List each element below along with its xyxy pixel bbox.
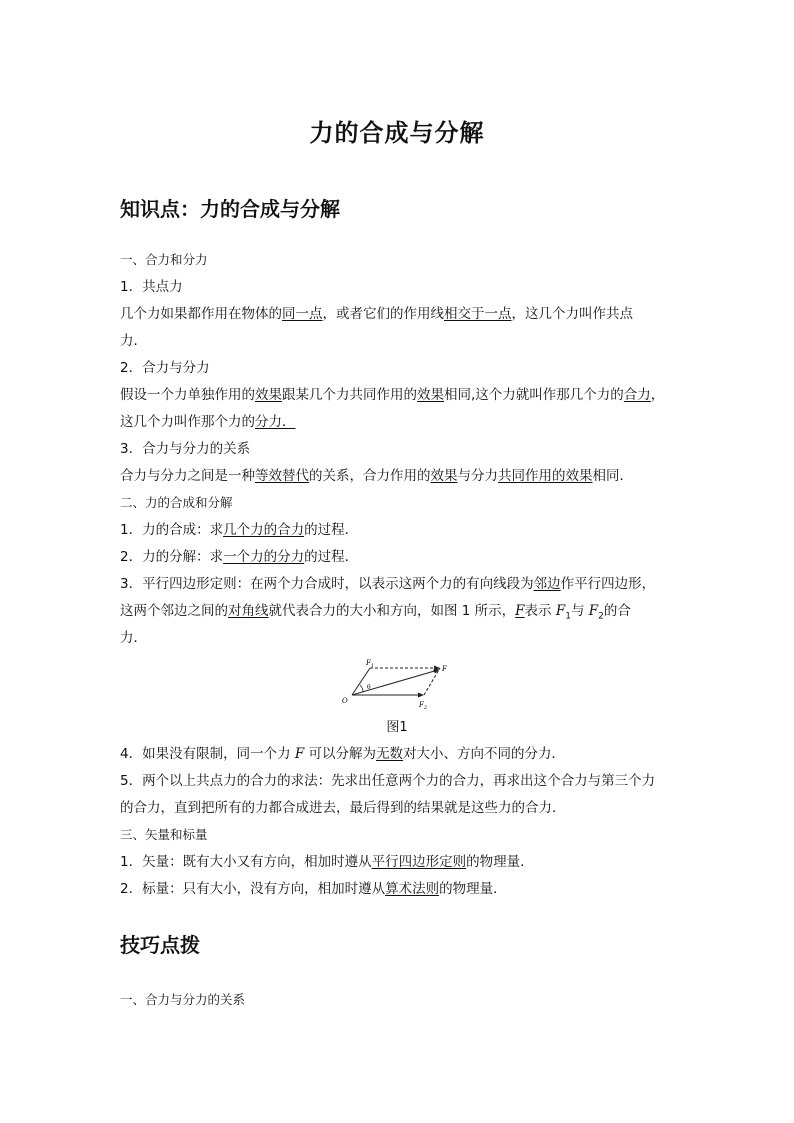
item-1-title: 1．共点力 [120, 279, 183, 295]
item-synthesis: 1．力的合成：求几个力的合力的过程． [120, 522, 359, 538]
label-O: O [342, 697, 348, 705]
underlined-term: 效果 [430, 468, 458, 484]
figure-caption: 图1 [386, 720, 408, 735]
item-parallelogram-line3: 力． [120, 630, 147, 646]
symbol-F: F [515, 603, 525, 619]
underlined-term: 相交于一点 [444, 306, 512, 322]
underlined-term: 对角线 [228, 603, 269, 619]
tips-part-heading-1: 一、合力与分力的关系 [120, 992, 246, 1007]
part-heading-2: 二、力的合成和分解 [120, 495, 233, 510]
item-2-text-line2: 这几个力叫作那个力的分力． [120, 414, 296, 430]
underlined-term: 效果 [417, 387, 444, 403]
underlined-term: 共同作用的效果 [498, 468, 593, 484]
item-decomposition: 2．力的分解：求一个力的分力的过程． [120, 549, 359, 565]
part-heading-1: 一、合力和分力 [120, 252, 208, 267]
underlined-term: 几个力的合力 [223, 522, 305, 538]
underlined-term: 邻边 [533, 576, 561, 592]
vector-f [352, 670, 438, 695]
section-heading-knowledge: 知识点：力的合成与分解 [120, 197, 340, 221]
label-F1: $F_1$ [366, 659, 375, 669]
section-heading-tips: 技巧点拨 [120, 933, 200, 957]
label-F2: $F_2$ [419, 701, 428, 711]
item-1-text-line2: 力． [120, 333, 147, 349]
item-vector: 1．矢量：既有大小又有方向，相加时遵从平行四边形定则的物理量． [120, 854, 534, 870]
underlined-term: 算术法则 [385, 881, 440, 897]
item-3-title: 3．合力与分力的关系 [120, 441, 251, 457]
angle-arc [360, 685, 363, 692]
arrow-f2 [418, 693, 424, 698]
item-infinite-decomposition: 4．如果没有限制，同一个力 F 可以分解为无数对大小、方向不同的分力． [120, 746, 566, 762]
item-multiple-forces-line1: 5．两个以上共点力的合力的求法：先求出任意两个力的合力，再求出这个合力与第三个力 [120, 773, 656, 789]
page-title: 力的合成与分解 [309, 119, 485, 147]
item-parallelogram-line1: 3．平行四边形定则：在两个力合成时，以表示这两个力的有向线段为邻边作平行四边形， [120, 576, 656, 592]
underlined-term: 一个力的分力 [223, 549, 305, 565]
item-parallelogram-line2: 这两个邻边之间的对角线就代表合力的大小和方向，如图 1 所示，F表示 $F_1$与 $F_2$的合 [120, 603, 631, 622]
label-F: F [442, 665, 447, 673]
underlined-term: 等效替代 [255, 468, 309, 484]
underlined-term: 同一点 [282, 306, 323, 322]
underlined-term: 无数 [376, 746, 404, 762]
item-1-text-line1: 几个力如果都作用在物体的同一点，或者它们的作用线相交于一点，这几个力叫作共点 [120, 306, 633, 322]
item-scalar: 2．标量：只有大小，没有方向，相加时遵从算术法则的物理量． [120, 881, 507, 897]
underlined-term: 效果 [255, 387, 282, 403]
part-heading-3: 三、矢量和标量 [120, 827, 208, 842]
parallelogram-figure [340, 655, 460, 713]
underlined-term: 平行四边形定则 [371, 854, 467, 870]
label-theta: θ [367, 684, 371, 691]
item-multiple-forces-line2: 的合力，直到把所有的力都合成进去，最后得到的结果就是这些力的合力． [120, 800, 566, 816]
underlined-term: 分力． [255, 414, 296, 430]
item-3-text: 合力与分力之间是一种等效替代的关系，合力作用的效果与分力共同作用的效果相同． [120, 468, 633, 484]
item-2-text-line1: 假设一个力单独作用的效果跟某几个力共同作用的效果相同,这个力就叫作那几个力的合力， [120, 387, 665, 403]
underlined-term: 合力 [623, 387, 651, 403]
item-2-title: 2．合力与分力 [120, 360, 210, 376]
arrow-f [433, 669, 440, 674]
